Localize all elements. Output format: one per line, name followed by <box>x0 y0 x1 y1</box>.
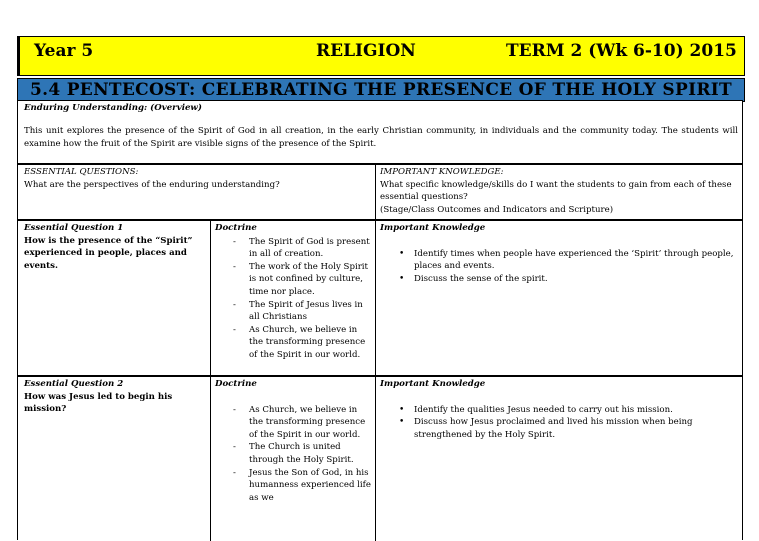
doctrine1-cell <box>211 221 375 363</box>
overview-text: This unit explores the presence of the Spirit of God in all creation, in the early Christian community, in individuals and the community today. The students will examine how the fruit of the Spirit are visible signs of the presence of the Spirit. <box>24 126 738 149</box>
knowledge2-item: • Identify the qualities Jesus needed to carry out his mission. <box>380 404 738 417</box>
doctrine1-item: - The Spirit of God is present in all of creation. <box>215 236 371 261</box>
unit-title: 5.4 PENTECOST: CELEBRATING THE PRESENCE OF THE HOLY SPIRIT <box>30 80 732 100</box>
knowledge1-label: Important Knowledge <box>380 223 486 233</box>
doctrine1-item: - The Spirit of Jesus lives in all Christians <box>215 299 371 324</box>
doctrine2-item: - Jesus the Son of God, in his humanness experienced life as we <box>215 467 371 505</box>
knowledge1-item: • Discuss the sense of the spirit. <box>380 273 738 286</box>
year-label: Year 5 <box>34 41 94 61</box>
important-knowledge-cell <box>376 165 742 217</box>
doctrine1-item: - The work of the Holy Spirit is not confined by culture, time nor place. <box>215 261 371 299</box>
question-row-1 <box>17 220 743 376</box>
doctrine2-label: Doctrine <box>215 379 257 389</box>
important-knowledge-note: (Stage/Class Outcomes and Indicators and Scripture) <box>380 204 614 215</box>
knowledge2-cell <box>376 377 742 442</box>
knowledge1-item: • Identify times when people have experienced the ‘Spirit’ through people, places and events. <box>380 248 738 273</box>
doctrine2-cell <box>211 377 375 505</box>
questions-header-section <box>17 164 743 220</box>
doctrine1-label: Doctrine <box>215 223 257 233</box>
essential-questions-label: ESSENTIAL QUESTIONS: <box>24 167 139 177</box>
eq2-cell <box>18 377 210 417</box>
unit-title-bar <box>17 78 745 102</box>
knowledge2-label: Important Knowledge <box>380 379 486 389</box>
header-banner <box>17 36 745 76</box>
essential-questions-text: What are the perspectives of the enduring understanding? <box>24 179 280 190</box>
knowledge1-cell <box>376 221 742 286</box>
subject-label: RELIGION <box>316 41 416 61</box>
question-row-2 <box>17 376 743 540</box>
overview-section <box>17 100 743 164</box>
term-label: TERM 2 (Wk 6-10) 2015 <box>506 41 737 61</box>
eq2-label: Essential Question 2 <box>24 379 124 389</box>
doctrine1-item: - As Church, we believe in the transforming presence of the Spirit in our world. <box>215 324 371 362</box>
eq1-text: How is the presence of the “Spirit” experienced in people, places and events. <box>24 235 193 271</box>
eq1-cell <box>18 221 210 273</box>
knowledge2-item: • Discuss how Jesus proclaimed and lived his mission when being strengthened by the Holy Spirit. <box>380 416 738 441</box>
essential-questions-cell <box>18 165 375 192</box>
eq2-text: How was Jesus led to begin his mission? <box>24 391 173 415</box>
important-knowledge-label: IMPORTANT KNOWLEDGE: <box>380 167 504 177</box>
eq1-label: Essential Question 1 <box>24 223 124 233</box>
important-knowledge-text: What specific knowledge/skills do I want the students to gain from each of these essential questions? <box>380 179 732 203</box>
doctrine2-item: - The Church is united through the Holy Spirit. <box>215 441 371 466</box>
doctrine2-item: - As Church, we believe in the transforming presence of the Spirit in our world. <box>215 404 371 442</box>
overview-label: Enduring Understanding: (Overview) <box>24 103 202 113</box>
